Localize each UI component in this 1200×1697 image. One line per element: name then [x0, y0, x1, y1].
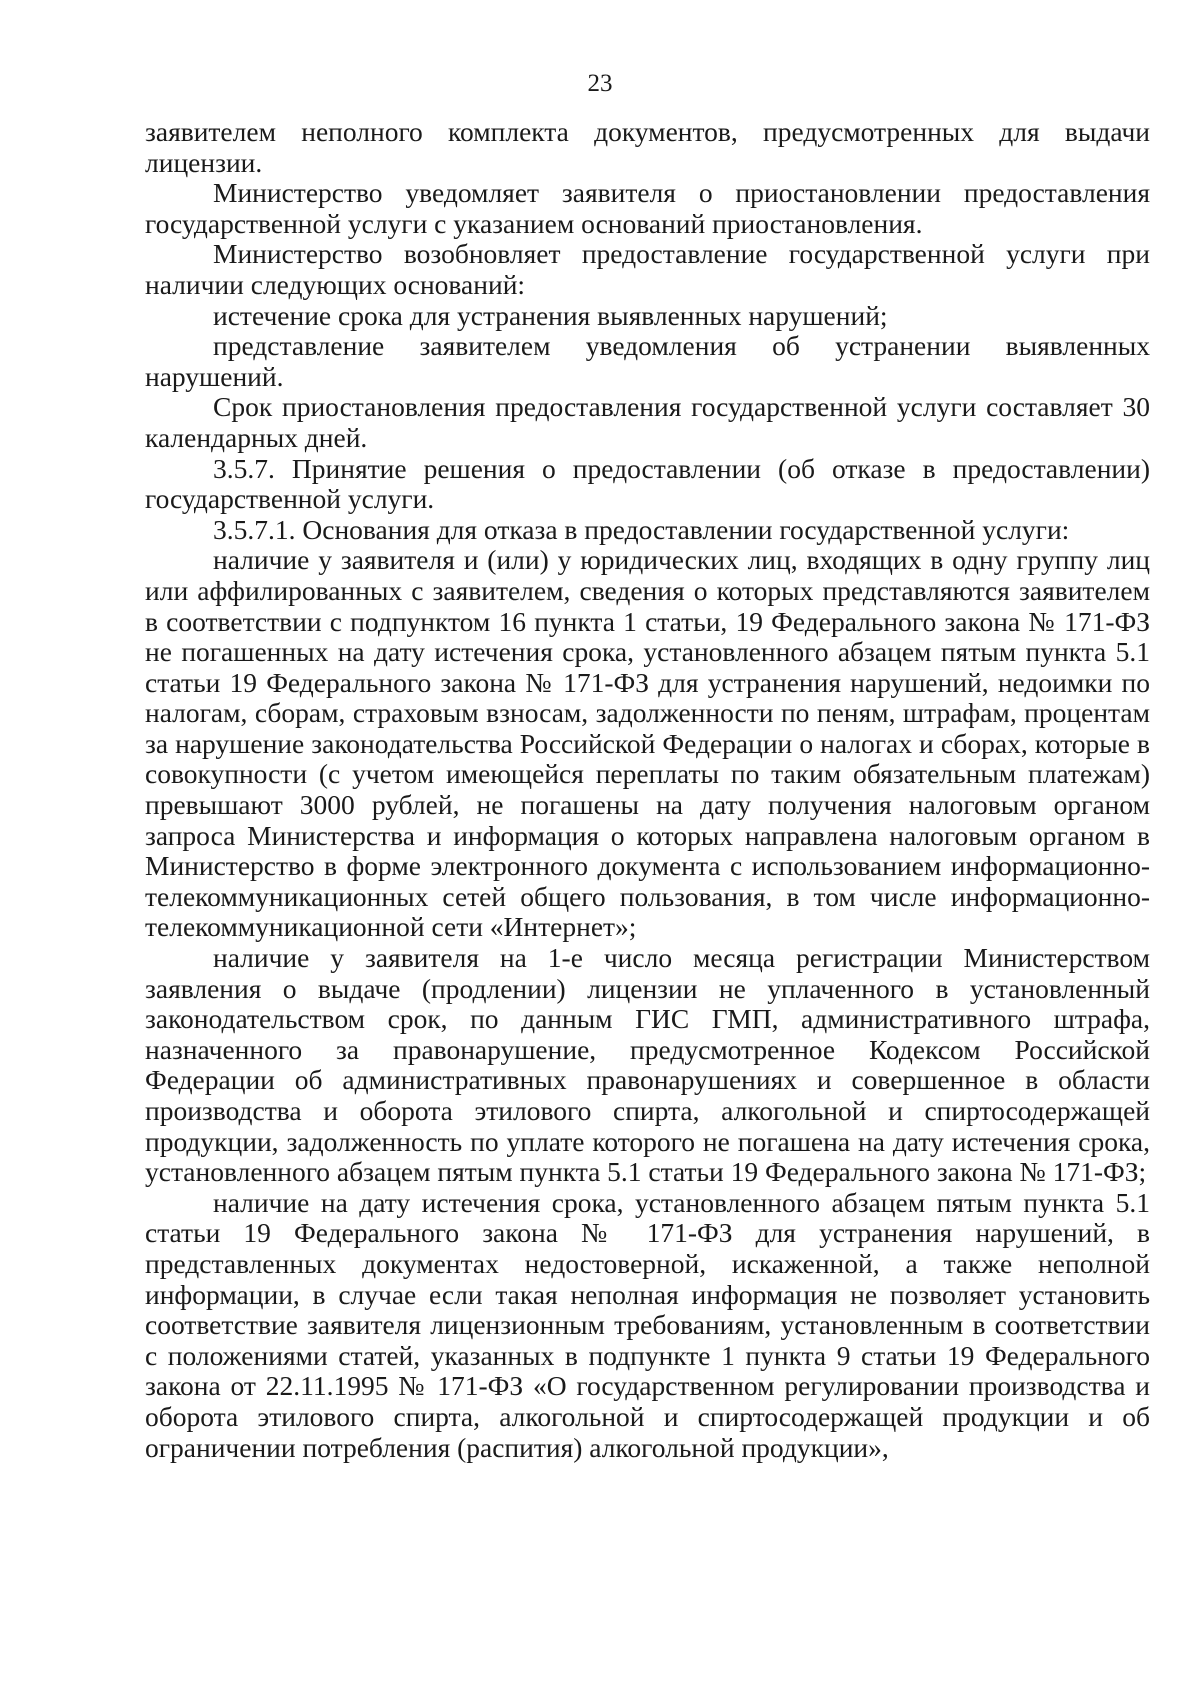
- paragraph-notification: Министерство уведомляет заявителя о приостановлении предоставления государственной услуги с указанием оснований приостановления.: [145, 177, 1150, 239]
- document-body: [145, 117, 1150, 1463]
- paragraph-resumption-ground-1: истечение срока для устранения выявленных нарушений;: [213, 299, 888, 331]
- paragraph-resumption: Министерство возобновляет предоставление государственной услуги при наличии следующих оснований:: [145, 238, 1150, 300]
- paragraph-suspension-term: Срок приостановления предоставления государственной услуги составляет 30 календарных дней.: [145, 391, 1150, 453]
- paragraph-section-3-5-7-1: 3.5.7.1. Основания для отказа в предоставлении государственной услуги:: [213, 513, 1070, 545]
- paragraph-continuation: заявителем неполного комплекта документов, предусмотренных для выдачи лицензии.: [145, 116, 1150, 178]
- paragraph-section-3-5-7: 3.5.7. Принятие решения о предоставлении (об отказе в предоставлении) государственной услуги.: [145, 452, 1150, 515]
- page-number: 23: [587, 70, 613, 97]
- paragraph-ground-inaccurate-info: наличие на дату истечения срока, установленного абзацем пятым пункта 5.1 статьи 19 Федерального закона № 171-ФЗ для устранения нарушений, в представленных документах недостоверной, искаженной, а также неполной информации, в случае если такая неполная информация не позволяет установить соответствие заявителя лицензионным требованиям, установленным в соответствии с положениями статей, указанных в подпункте 1 пункта 9 статьи 19 Федерального закона от 22.11.1995 № 171-ФЗ «О государственном регулировании производства и оборота этилового спирта, алкогольной и спиртосодержащей продукции и об ограничении потребления (распития) алкогольной продукции»,: [145, 1186, 1150, 1463]
- paragraph-ground-unpaid-fine: наличие у заявителя на 1-е число месяца регистрации Министерством заявления о выдаче (продлении) лицензии не уплаченного в установленный законодательством срок, по данным ГИС ГМП, административного штрафа, назначенного за правонарушение, предусмотренное Кодексом Российской Федерации об административных правонарушениях и совершенное в области производства и оборота этилового спирта, алкогольной и спиртосодержащей продукции, задолженность по уплате которого не погашена на дату истечения срока, установленного абзацем пятым пункта 5.1 статьи 19 Федерального закона № 171-ФЗ;: [145, 942, 1150, 1188]
- paragraph-ground-tax-arrears: наличие у заявителя и (или) у юридических лиц, входящих в одну группу лиц или аффилированных с заявителем, сведения о которых представляются заявителем в соответствии с подпунктом 16 пункта 1 статьи, 19 Федерального закона № 171-ФЗ не погашенных на дату истечения срока, установленного абзацем пятым пункта 5.1 статьи 19 Федерального закона № 171-ФЗ для устранения нарушений, недоимки по налогам, сборам, страховым взносам, задолженности по пеням, штрафам, процентам за нарушение законодательства Российской Федерации о налогах и сборах, которые в совокупности (с учетом имеющейся переплаты по таким обязательным платежам) превышают 3000 рублей, не погашены на дату получения налоговым органом запроса Министерства и информация о которых направлена налоговым органом в Министерство в форме электронного документа с использованием информационно-телекоммуникационных сетей общего пользования, в том числе информационно-телекоммуникационной сети «Интернет»;: [145, 544, 1150, 943]
- paragraph-resumption-ground-2: представление заявителем уведомления об устранении выявленных нарушений.: [145, 330, 1150, 392]
